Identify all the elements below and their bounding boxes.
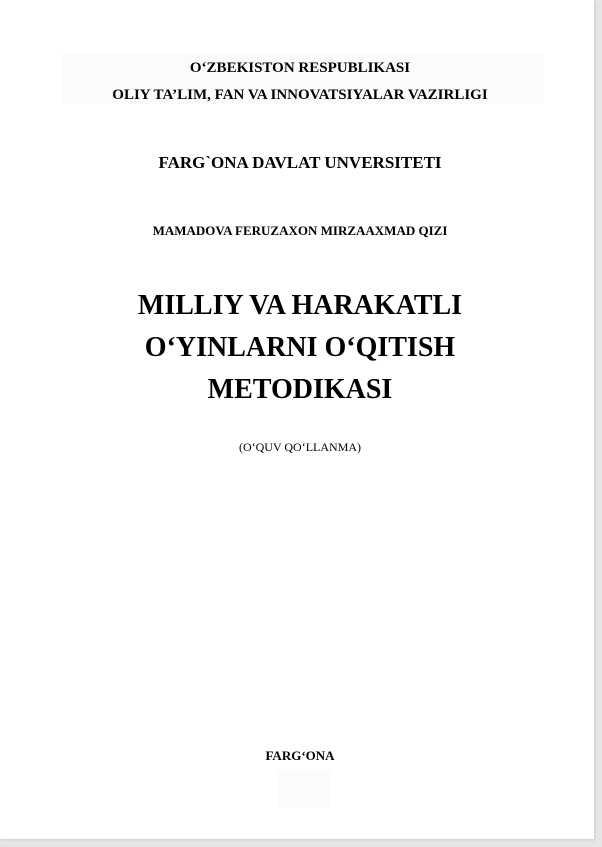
document-title: [0, 285, 600, 411]
title-line-2: O‘YINLARNI O‘QITISH: [144, 332, 456, 363]
university-heading: FARG`ONA DAVLAT UNVERSITETI: [158, 153, 442, 172]
document-subtitle: (O‘QUV QO‘LLANMA): [238, 440, 362, 454]
footer-band: [278, 770, 330, 808]
republic-heading: O‘ZBEKISTON RESPUBLIKASI: [189, 60, 411, 76]
title-line-1: MILLIY VA HARAKATLI: [137, 290, 463, 321]
ministry-heading: OLIY TA’LIM, FAN VA INNOVATSIYALAR VAZIRLIGI: [112, 87, 488, 103]
city-name: FARG‘ONA: [265, 748, 335, 763]
author-name: MAMADOVA FERUZAXON MIRZAAXMAD QIZI: [152, 223, 448, 238]
title-line-3: METODIKASI: [207, 374, 393, 405]
